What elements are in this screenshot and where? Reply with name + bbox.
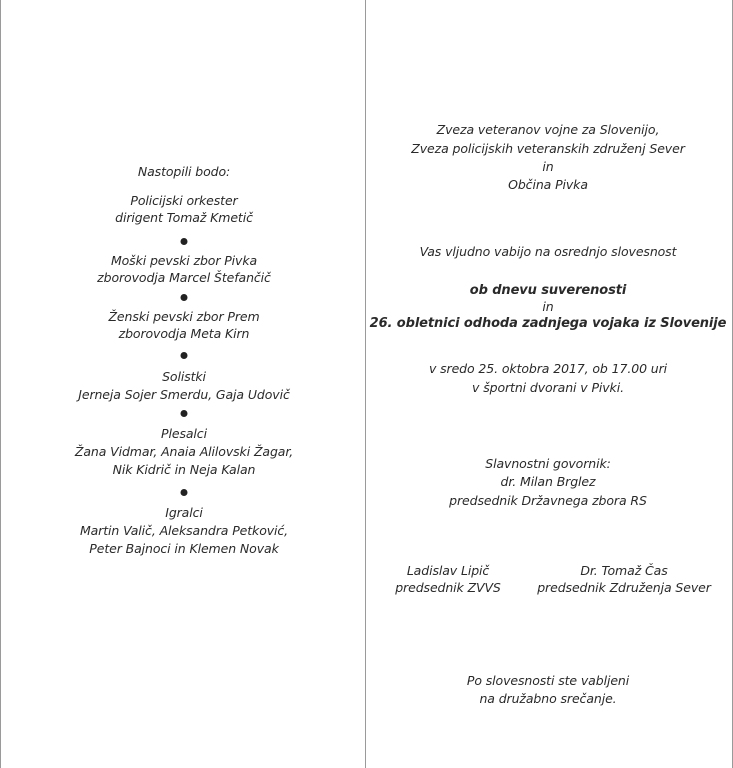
signatory-name: Ladislav Lipič bbox=[406, 563, 490, 578]
bullet-dot bbox=[181, 238, 188, 245]
speaker-label: Slavnostni govornik: bbox=[485, 456, 611, 471]
venue-line: v športni dvorani v Pivki. bbox=[472, 380, 624, 395]
occasion-connector: in bbox=[542, 299, 554, 314]
organizer-line: Zveza policijskih veteranskih združenj Sever bbox=[411, 141, 685, 156]
performer-line: Moški pevski zbor Pivka bbox=[110, 253, 258, 268]
performer-line: Igralci bbox=[165, 505, 203, 520]
closing-line: na družabno srečanje. bbox=[479, 691, 617, 706]
organizer-line: Občina Pivka bbox=[508, 177, 588, 192]
invitation-text: Vas vljudno vabijo na osrednjo slovesnost bbox=[419, 244, 677, 259]
performer-line: Plesalci bbox=[161, 426, 207, 441]
performer-line: Jerneja Sojer Smerdu, Gaja Udovič bbox=[78, 387, 290, 402]
signatory-title: predsednik ZVVS bbox=[395, 580, 501, 595]
date-time-line: v sredo 25. oktobra 2017, ob 17.00 uri bbox=[428, 361, 668, 376]
performer-line: Žana Vidmar, Anaia Alilovski Žagar, bbox=[74, 444, 294, 459]
performer-line: Solistki bbox=[162, 369, 206, 384]
bullet-dot bbox=[181, 294, 188, 301]
performer-line: Nik Kidrič in Neja Kalan bbox=[112, 462, 256, 477]
closing-line: Po slovesnosti ste vabljeni bbox=[466, 673, 630, 688]
performer-line: Ženski pevski zbor Prem bbox=[108, 309, 260, 324]
performer-line: zborovodja Marcel Štefančič bbox=[97, 270, 271, 285]
signatory-name: Dr. Tomaž Čas bbox=[580, 563, 668, 578]
signatory-title: predsednik Združenja Sever bbox=[537, 580, 711, 595]
bullet-dot bbox=[181, 410, 188, 417]
performer-line: Martin Valič, Aleksandra Petković, bbox=[79, 523, 289, 538]
performers-heading: Nastopili bodo: bbox=[137, 164, 231, 179]
performer-line: zborovodja Meta Kirn bbox=[118, 326, 250, 341]
occasion-subtitle: 26. obletnici odhoda zadnjega vojaka iz Slovenije bbox=[369, 316, 727, 331]
performer-line: Peter Bajnoci in Klemen Novak bbox=[89, 541, 279, 556]
speaker-name: dr. Milan Brglez bbox=[500, 474, 596, 489]
bullet-dot bbox=[181, 352, 188, 359]
organizer-line: Zveza veteranov vojne za Slovenijo, bbox=[436, 122, 660, 137]
speaker-title: predsednik Državnega zbora RS bbox=[449, 493, 647, 508]
organizer-line: in bbox=[542, 159, 554, 174]
occasion-title: ob dnevu suverenosti bbox=[469, 283, 627, 298]
performer-line: dirigent Tomaž Kmetič bbox=[115, 210, 253, 225]
left-edge-line bbox=[0, 0, 1, 768]
bullet-dot bbox=[181, 489, 188, 496]
performer-line: Policijski orkester bbox=[130, 193, 238, 208]
fold-line bbox=[365, 0, 366, 768]
